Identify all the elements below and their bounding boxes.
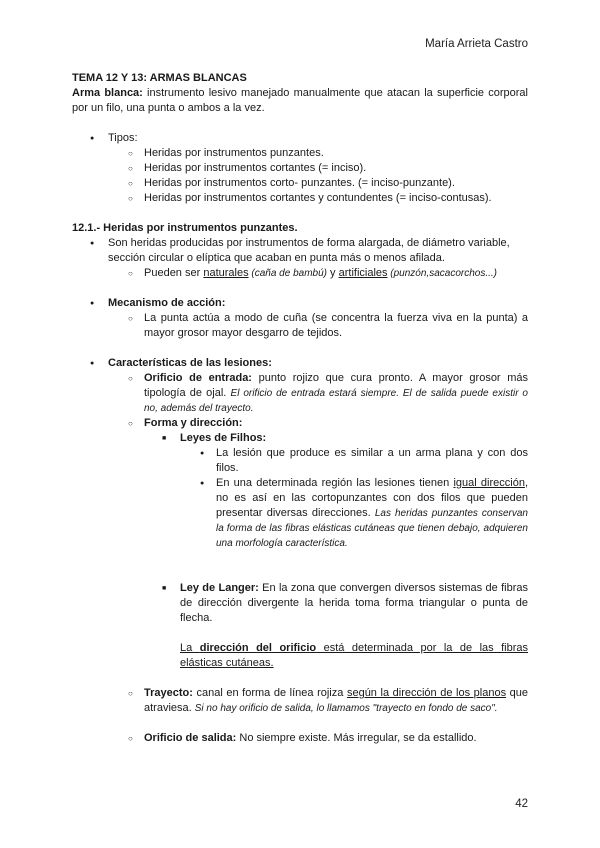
definition-text: instrumento lesivo manejado manualmente que atacan la superficie corporal por un filo, una punta o ambos a la vez.	[72, 87, 528, 114]
author-name: María Arrieta Castro	[425, 38, 528, 50]
tipos-bullet: ● Tipos:	[72, 131, 528, 146]
tipo-item: ○ Heridas por instrumentos corto- punzantes. (= inciso-punzante).	[72, 176, 528, 191]
orificio-salida-item: ○ Orificio de salida: No siempre existe. Más irregular, se da estallido.	[72, 731, 528, 746]
examples-item: ○ Pueden ser naturales (caña de bambú) y artificiales (punzón,sacacorchos...)	[72, 266, 528, 281]
mecanismo-text: ○ La punta actúa a modo de cuña (se concentra la fuerza viva en la punta) a mayor grosor mayor desgarro de tejidos.	[72, 311, 528, 341]
leyes-filhos-item: ■ Leyes de Filhos:	[72, 431, 528, 446]
tipo-item: ○ Heridas por instrumentos punzantes.	[72, 146, 528, 161]
page-number: 42	[515, 798, 528, 810]
filhos-point-2: ● En una determinada región las lesiones tienen igual dirección, no es así en las cortopunzantes con dos filos que pueden presentar diversas direcciones. Las heridas punzantes conservan la forma de las fibras elásticas cutáneas que tienen debajo, adquieren una morfología característica.	[72, 476, 528, 551]
page-content	[72, 71, 528, 746]
tipo-item: ○ Heridas por instrumentos cortantes (= inciso).	[72, 161, 528, 176]
definition-paragraph	[72, 86, 528, 116]
caracteristicas-heading: ● Características de las lesiones:	[72, 356, 528, 371]
orificio-entrada-item: ○ Orificio de entrada: punto rojizo que cura pronto. A mayor grosor más tipología de ojal. El orificio de entrada estará siempre. El de salida puede existir o no, además del trayecto.	[72, 371, 528, 416]
page-title: TEMA 12 Y 13: ARMAS BLANCAS	[72, 72, 247, 84]
artificiales-link: artificiales	[338, 267, 388, 279]
forma-direccion-item: ○ Forma y dirección:	[72, 416, 528, 431]
section-intro: ● Son heridas producidas por instrumentos de forma alargada, de diámetro variable, sección circular o elíptica que acaban en punta más o menos afilada.	[72, 236, 528, 266]
ley-langer-item: ■ Ley de Langer: En la zona que convergen diversos sistemas de fibras de dirección divergente la herida toma forma triangular o punta de flecha.	[72, 581, 528, 626]
langer-note: La dirección del orificio está determinada por la de las fibras elásticas cutáneas.	[180, 642, 529, 669]
naturales-link: naturales	[203, 267, 249, 279]
mecanismo-heading: ● Mecanismo de acción:	[72, 296, 528, 311]
filhos-point-1: ● La lesión que produce es similar a un arma plana y con dos filos.	[72, 446, 528, 476]
trayecto-item: ○ Trayecto: canal en forma de línea rojiza según la dirección de los planos que atraviesa. Si no hay orificio de salida, lo llamamos "trayecto en fondo de saco".	[72, 686, 528, 716]
section-heading: 12.1.- Heridas por instrumentos punzantes.	[72, 222, 298, 234]
tipo-item: ○ Heridas por instrumentos cortantes y contundentes (= inciso-contusas).	[72, 191, 528, 206]
definition-term: Arma blanca:	[72, 87, 143, 99]
